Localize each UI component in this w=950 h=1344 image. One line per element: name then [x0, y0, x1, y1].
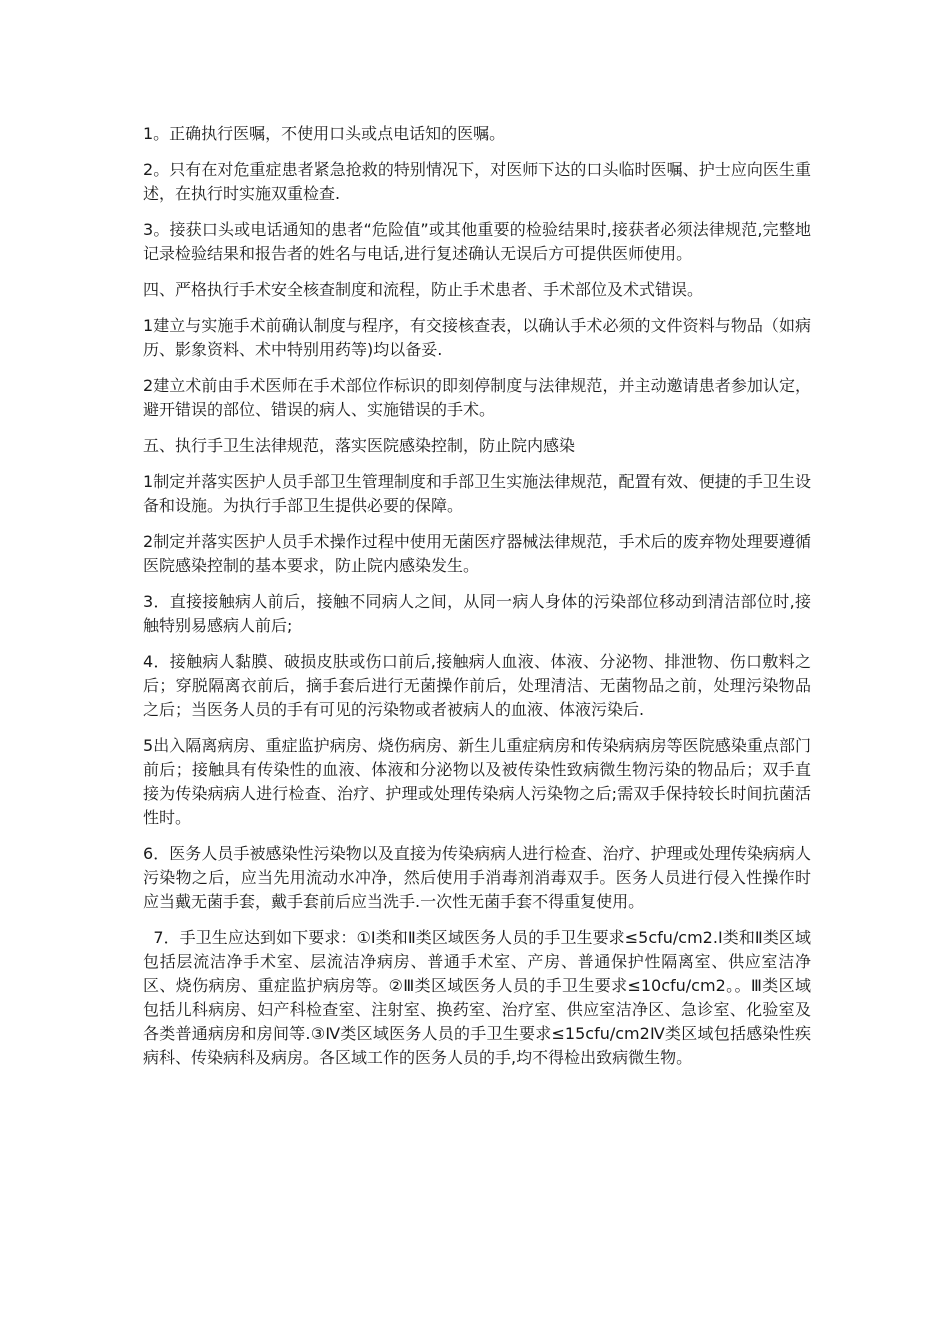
- section-heading-4: 四、严格执行手术安全核查制度和流程，防止手术患者、手术部位及术式错误。: [143, 280, 704, 299]
- paragraph-5-4: 4．接触病人黏膜、破损皮肤或伤口前后,接触病人血液、体液、分泌物、排泄物、伤口敷料之后；穿脱隔离衣前后，摘手套后进行无菌操作前后，处理清洁、无菌物品之前，处理污染物品之后；当医务人员的手有可见的污染物或者被病人的血液、体液污染后.: [143, 652, 811, 719]
- paragraph-5-7: 7．手卫生应达到如下要求：①I类和Ⅱ类区域医务人员的手卫生要求≤5cfu/cm2.I类和Ⅱ类区域包括层流洁净手术室、层流洁净病房、普通手术室、产房、普通保护性隔离室、供应室洁净区、烧伤病房、重症监护病房等。②Ⅲ类区域医务人员的手卫生要求≤10cfu/cm2。。Ⅲ类区域包括儿科病房、妇产科检查室、注射室、换药室、治疗室、供应室洁净区、急诊室、化验室及各类普通病房和房间等.③Ⅳ类区域医务人员的手卫生要求≤15cfu/cm2Ⅳ类区域包括感染性疾病科、传染病科及病房。各区域工作的医务人员的手,均不得检出致病微生物。: [143, 928, 811, 1067]
- paragraph-5-2: 2制定并落实医护人员手术操作过程中使用无菌医疗器械法律规范，手术后的废弃物处理要遵循医院感染控制的基本要求，防止院内感染发生。: [143, 532, 811, 575]
- paragraph-5-3: 3．直接接触病人前后，接触不同病人之间，从同一病人身体的污染部位移动到清洁部位时,接触特别易感病人前后;: [143, 592, 811, 635]
- paragraph-1: 1。正确执行医嘱，不使用口头或点电话知的医嘱。: [143, 124, 506, 143]
- paragraph-4-2: 2建立术前由手术医师在手术部位作标识的即刻停制度与法律规范，并主动邀请患者参加认定，避开错误的部位、错误的病人、实施错误的手术。: [143, 376, 811, 419]
- paragraph-5-5: 5出入隔离病房、重症监护病房、烧伤病房、新生儿重症病房和传染病病房等医院感染重点部门前后；接触具有传染性的血液、体液和分泌物以及被传染性致病微生物污染的物品后；双手直接为传染病病人进行检查、治疗、护理或处理传染病人污染物之后;需双手保持较长时间抗菌活性时。: [143, 736, 811, 827]
- paragraph-2: 2。只有在对危重症患者紧急抢救的特别情况下，对医师下达的口头临时医嘱、护士应向医生重述，在执行时实施双重检查.: [143, 160, 811, 203]
- paragraph-5-1: 1制定并落实医护人员手部卫生管理制度和手部卫生实施法律规范，配置有效、便捷的手卫生设备和设施。为执行手部卫生提供必要的保障。: [143, 472, 811, 515]
- section-heading-5: 五、执行手卫生法律规范，落实医院感染控制，防止院内感染: [143, 436, 576, 455]
- paragraph-5-6: 6．医务人员手被感染性污染物以及直接为传染病病人进行检查、治疗、护理或处理传染病病人污染物之后，应当先用流动水冲净，然后使用手消毒剂消毒双手。医务人员进行侵入性操作时应当戴无菌手套，戴手套前后应当洗手.一次性无菌手套不得重复使用。: [143, 844, 811, 911]
- document-body: [143, 122, 811, 1082]
- paragraph-4-1: 1建立与实施手术前确认制度与程序，有交接核查表，以确认手术必须的文件资料与物品（如病历、影象资料、术中特别用药等)均以备妥.: [143, 316, 811, 359]
- paragraph-3: 3。接获口头或电话通知的患者“危险值”或其他重要的检验结果时,接获者必须法律规范,完整地记录检验结果和报告者的姓名与电话,进行复述确认无误后方可提供医师使用。: [143, 220, 811, 263]
